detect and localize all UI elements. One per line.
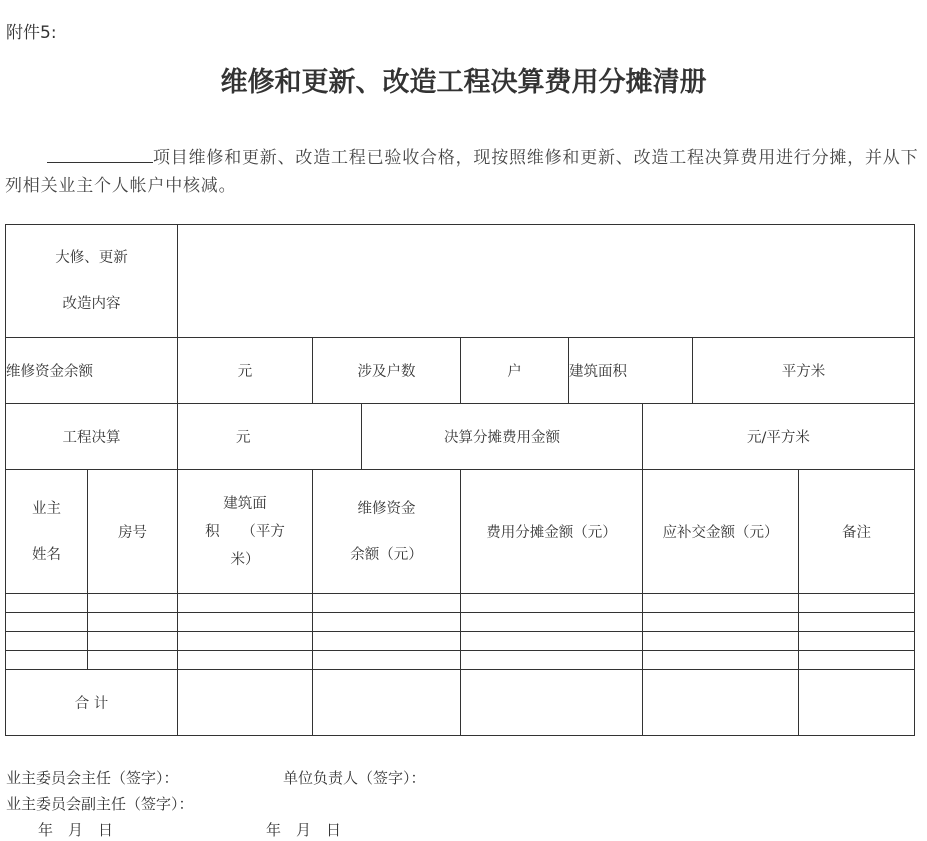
remarks-cell[interactable]: [799, 651, 915, 670]
document-title: 维修和更新、改造工程决算费用分摊清册: [220, 67, 707, 98]
room-cell[interactable]: [88, 613, 178, 632]
content-row: [6, 225, 915, 338]
col-fund-line2: 余额（元）: [350, 546, 423, 563]
room-cell[interactable]: [88, 632, 178, 651]
table-row: [6, 651, 915, 670]
table-row: [6, 632, 915, 651]
area-cell[interactable]: [178, 594, 313, 613]
fund-cell[interactable]: [313, 594, 461, 613]
table-row: [6, 594, 915, 613]
table-row: [6, 613, 915, 632]
summary-row: [6, 338, 915, 404]
total-label: 合 计: [6, 670, 178, 736]
owner-cell[interactable]: [6, 594, 88, 613]
households-unit[interactable]: 户: [461, 338, 569, 404]
col-fund-line1: 维修资金: [357, 500, 416, 517]
col-room-header: 房号: [88, 470, 178, 594]
settlement-label: 工程决算: [6, 404, 178, 470]
allocation-label: 决算分摊费用金额: [362, 404, 643, 470]
intro-text: 项目维修和更新、改造工程已验收合格，现按照维修和更新、改造工程决算费用进行分摊，并从下列相关业主个人帐户中核减。: [5, 148, 919, 196]
col-area-line1: 建筑面: [223, 495, 267, 512]
col-remarks-header: 备注: [799, 470, 915, 594]
building-area-unit[interactable]: 平方米: [693, 338, 915, 404]
area-cell[interactable]: [178, 613, 313, 632]
owner-cell[interactable]: [6, 632, 88, 651]
committee-director-signature: 业主委员会主任（签字）：: [6, 769, 179, 787]
content-label-line2: 改造内容: [62, 296, 121, 312]
content-label-line1: 大修、更新: [55, 250, 128, 266]
fund-cell[interactable]: [313, 651, 461, 670]
unit-leader-signature: 单位负责人（签字）：: [283, 769, 426, 787]
building-area-label: 建筑面积: [569, 338, 693, 404]
column-header-row: [6, 470, 915, 594]
total-share-cell[interactable]: [461, 670, 643, 736]
fund-balance-label: 维修资金余额: [6, 338, 178, 404]
total-area-cell[interactable]: [178, 670, 313, 736]
supplement-cell[interactable]: [643, 651, 799, 670]
area-cell[interactable]: [178, 632, 313, 651]
total-supplement-cell[interactable]: [643, 670, 799, 736]
col-supplement-header: 应补交金额（元）: [643, 470, 799, 594]
fund-cell[interactable]: [313, 613, 461, 632]
date-right: 年 月 日: [266, 821, 342, 839]
allocation-table: [5, 224, 915, 736]
fund-balance-unit[interactable]: 元: [178, 338, 313, 404]
col-owner-line1: 业主: [32, 500, 61, 517]
remarks-cell[interactable]: [799, 613, 915, 632]
content-value-cell[interactable]: [178, 225, 915, 338]
share-cell[interactable]: [461, 613, 643, 632]
total-row: [6, 670, 915, 736]
supplement-cell[interactable]: [643, 632, 799, 651]
col-owner-line2: 姓名: [32, 546, 61, 563]
share-cell[interactable]: [461, 632, 643, 651]
col-fund-header: [313, 470, 461, 594]
project-name-blank[interactable]: [47, 144, 153, 163]
content-label-cell: [6, 225, 178, 338]
share-cell[interactable]: [461, 594, 643, 613]
room-cell[interactable]: [88, 651, 178, 670]
total-fund-cell[interactable]: [313, 670, 461, 736]
share-cell[interactable]: [461, 651, 643, 670]
supplement-cell[interactable]: [643, 594, 799, 613]
committee-deputy-signature: 业主委员会副主任（签字）：: [6, 795, 194, 813]
owner-cell[interactable]: [6, 613, 88, 632]
owner-cell[interactable]: [6, 651, 88, 670]
settlement-row: [6, 404, 915, 470]
intro-paragraph: [5, 144, 923, 200]
remarks-cell[interactable]: [799, 632, 915, 651]
settlement-unit[interactable]: 元: [178, 404, 362, 470]
total-remarks-cell[interactable]: [799, 670, 915, 736]
col-area-line3: 米）: [230, 551, 260, 568]
room-cell[interactable]: [88, 594, 178, 613]
households-label: 涉及户数: [313, 338, 461, 404]
fund-cell[interactable]: [313, 632, 461, 651]
col-owner-header: [6, 470, 88, 594]
area-cell[interactable]: [178, 651, 313, 670]
attachment-label: 附件5:: [6, 23, 57, 43]
col-share-header: 费用分摊金额（元）: [461, 470, 643, 594]
allocation-unit[interactable]: 元/平方米: [643, 404, 915, 470]
col-area-header: [178, 470, 313, 594]
supplement-cell[interactable]: [643, 613, 799, 632]
date-left: 年 月 日: [38, 821, 114, 839]
remarks-cell[interactable]: [799, 594, 915, 613]
col-area-line2: 积 （平方: [205, 523, 285, 540]
